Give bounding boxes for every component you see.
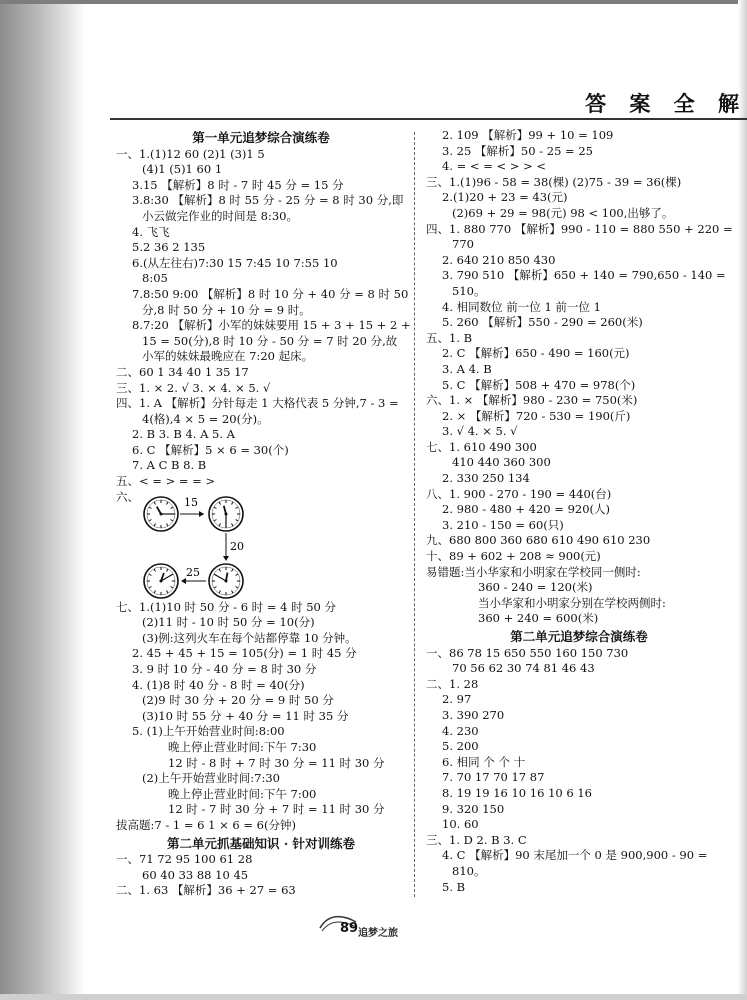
section-title: 第二单元抓基础知识 · 针对训练卷 (166, 835, 356, 851)
answer-line: 6.(从左往右)7:30 15 7:45 10 7:55 10 (132, 255, 338, 270)
clock-face-3 (209, 564, 243, 598)
answer-line: 拔高题:7 - 1 = 6 1 × 6 = 6(分钟) (116, 817, 296, 832)
answer-line: 2. 45 + 45 + 15 = 105(分) = 1 时 45 分 (132, 646, 357, 661)
answer-line: 五、< = > = = > (116, 474, 216, 489)
answer-line: 4. 230 (442, 723, 479, 738)
answer-line: 3. 25 【解析】50 - 25 = 25 (442, 143, 593, 158)
left-column (116, 128, 411, 899)
answer-line: 8.7:20 【解析】小军的妹妹要用 15 + 3 + 15 + 2 + (132, 318, 411, 333)
answer-line: 2. 109 【解析】99 + 10 = 109 (442, 128, 614, 142)
answer-line: 8. 19 19 16 10 16 10 6 16 (442, 785, 592, 800)
top-edge (0, 0, 747, 4)
right-column (426, 128, 732, 895)
answer-line: 5. 200 (442, 739, 479, 754)
answer-line: 2. B 3. B 4. A 5. A (132, 427, 235, 442)
clock-interval-label: 25 (186, 565, 200, 579)
answer-line: 3. √ 4. × 5. √ (442, 424, 518, 439)
answer-line: 3. 9 时 10 分 - 40 分 = 8 时 30 分 (132, 662, 317, 677)
clock-face-2 (209, 497, 243, 531)
answer-line: 一、71 72 95 100 61 28 (116, 852, 253, 867)
clock-face-1 (144, 497, 178, 531)
answer-line: 6. C 【解析】5 × 6 = 30(个) (132, 442, 289, 457)
answer-line: 5. C 【解析】508 + 470 = 978(个) (442, 377, 636, 392)
answer-line: 五、1. B (426, 330, 473, 345)
answer-line: 70 56 62 30 74 81 46 43 (452, 661, 595, 676)
answer-line: 二、60 1 34 40 1 35 17 (116, 364, 249, 379)
answer-line: 2. 980 - 480 + 420 = 920(人) (442, 502, 610, 517)
answer-line: 5. (1)上午开始营业时间:8:00 (132, 724, 285, 739)
answer-line: 7.8:50 9:00 【解析】8 时 10 分 + 40 分 = 8 时 50 (132, 286, 409, 301)
answer-line: (3)例:这列火车在每个站都停靠 10 分钟。 (142, 630, 357, 645)
answer-line: 770 (452, 237, 474, 252)
answer-line: 十、89 + 602 + 208 ≈ 900(元) (426, 549, 601, 564)
answer-line: (4)1 (5)1 60 1 (142, 162, 223, 177)
right-edge (738, 0, 747, 1000)
answer-line: 8:05 (142, 271, 168, 286)
column-divider (414, 132, 415, 897)
answer-line: 2. 640 210 850 430 (442, 252, 556, 267)
answer-line: 七、1.(1)10 时 50 分 - 6 时 = 4 时 50 分 (116, 599, 337, 614)
answer-line: 一、1.(1)12 60 (2)1 (3)1 5 (116, 146, 265, 161)
answer-line: 410 440 360 300 (452, 455, 551, 470)
answer-line: 晚上停止营业时间:下午 7:00 (168, 786, 317, 801)
answer-line: 易错题:当小华家和小明家在学校同一侧时: (426, 564, 641, 579)
answer-line: 3. 210 - 150 = 60(只) (442, 517, 564, 532)
answer-line: 510。 (452, 283, 486, 298)
answer-line: 4(格),4 × 5 = 20(分)。 (142, 411, 269, 426)
answer-line: 4. 相同数位 前一位 1 前一位 1 (442, 299, 601, 314)
answer-line: 810。 (452, 863, 486, 878)
answer-line: (2)69 + 29 = 98(元) 98 < 100,出够了。 (452, 205, 674, 220)
section-title: 第一单元追梦综合演练卷 (192, 130, 330, 145)
answer-line: (2)9 时 30 分 + 20 分 = 9 时 50 分 (142, 693, 334, 708)
answer-line: 7. 70 17 70 17 87 (442, 770, 545, 785)
answer-line: 9. 320 150 (442, 801, 505, 816)
clock-interval-label: 20 (230, 539, 244, 553)
clock-face-4 (144, 564, 178, 598)
answer-line: 九、680 800 360 680 610 490 610 230 (426, 533, 651, 548)
answer-line: (3)10 时 55 分 + 40 分 = 11 时 35 分 (142, 708, 349, 723)
answer-line: 二、1. 63 【解析】36 + 27 = 63 (116, 883, 296, 898)
bottom-edge (0, 994, 747, 1000)
answer-line: 3. 790 510 【解析】650 + 140 = 790,650 - 140 = (442, 268, 726, 283)
answer-line: 2. C 【解析】650 - 490 = 160(元) (442, 346, 630, 361)
answer-line: 15 = 50(分),8 时 10 分 - 50 分 = 7 时 20 分,故 (142, 333, 398, 348)
answer-line: 10. 60 (442, 817, 479, 832)
answer-line: 三、1.(1)96 - 58 = 38(棵) (2)75 - 39 = 36(棵) (426, 174, 682, 189)
clock-diagram (116, 490, 286, 600)
answer-line: 四、1. 880 770 【解析】990 - 110 = 880 550 + 220 = (426, 221, 733, 236)
answer-line: 三、1. × 2. √ 3. × 4. × 5. √ (116, 380, 271, 395)
answer-line: 360 + 240 = 600(米) (478, 611, 599, 626)
page-header-title: 答 案 全 解 (585, 92, 747, 116)
answer-line: 二、1. 28 (426, 676, 479, 691)
answer-line: 12 时 - 8 时 + 7 时 30 分 = 11 时 30 分 (168, 755, 385, 770)
answer-line: 60 40 33 88 10 45 (142, 867, 249, 882)
answer-line: 4. 飞飞 (132, 224, 170, 239)
answer-line: 4. C 【解析】90 末尾加一个 0 是 900,900 - 90 = (442, 848, 708, 863)
header-rule (110, 118, 747, 120)
answer-line: 2.(1)20 + 23 = 43(元) (442, 190, 568, 205)
answer-line: 七、1. 610 490 300 (426, 439, 537, 454)
answer-line: 360 - 240 = 120(米) (478, 580, 593, 595)
answer-line: 4. = < = < > > < (442, 159, 547, 174)
answer-line: 3. A 4. B (442, 361, 492, 376)
section-title: 第二单元追梦综合演练卷 (510, 629, 648, 644)
answer-line: 6. 相同 个 个 十 (442, 754, 526, 769)
answer-line: 当小华家和小明家分别在学校两侧时: (478, 595, 666, 610)
answer-line: 小军的妹妹最晚应在 7:20 起床。 (142, 349, 314, 364)
answer-line: 3.8:30 【解析】8 时 55 分 - 25 分 = 8 时 30 分,即 (132, 193, 404, 208)
answer-line: 3.15 【解析】8 时 - 7 时 45 分 = 15 分 (132, 177, 344, 192)
answer-line: 2. 97 (442, 692, 472, 707)
page-number: 89 (340, 921, 359, 936)
clock-interval-label: 15 (184, 495, 198, 509)
answer-line: (2)上午开始营业时间:7:30 (142, 771, 280, 786)
page-gutter-shadow (0, 0, 85, 1000)
answer-line: 5. B (442, 879, 466, 894)
answer-line: 12 时 - 7 时 30 分 + 7 时 = 11 时 30 分 (168, 802, 385, 817)
answer-line: 晚上停止营业时间:下午 7:30 (168, 740, 317, 754)
answer-line: 四、1. A 【解析】分针每走 1 大格代表 5 分钟,7 - 3 = (116, 396, 399, 411)
answer-line: 2. × 【解析】720 - 530 = 190(斤) (442, 408, 631, 423)
question-label: 六、 (116, 489, 139, 504)
answer-line: 4. (1)8 时 40 分 - 8 时 = 40(分) (132, 677, 305, 692)
answer-line: (2)11 时 - 10 时 50 分 = 10(分) (142, 615, 315, 630)
answer-line: 5.2 36 2 135 (132, 240, 206, 255)
answer-line: 5. 260 【解析】550 - 290 = 260(米) (442, 315, 643, 330)
answer-line: 六、1. × 【解析】980 - 230 = 750(米) (426, 393, 638, 408)
answer-line: 小云做完作业的时间是 8:30。 (142, 208, 298, 223)
answer-line: 3. 390 270 (442, 707, 505, 722)
answer-line: 2. 330 250 134 (442, 471, 530, 486)
answer-line: 一、86 78 15 650 550 160 150 730 (426, 645, 629, 660)
answer-line: 分,8 时 50 分 + 10 分 = 9 时。 (142, 302, 311, 317)
answer-line: 7. A C B 8. B (132, 458, 207, 473)
clock-svg (116, 490, 286, 600)
answer-line: 三、1. D 2. B 3. C (426, 832, 527, 847)
answer-line: 八、1. 900 - 270 - 190 = 440(台) (426, 486, 612, 501)
brand-logo-text: 追梦之旅 (358, 928, 398, 939)
